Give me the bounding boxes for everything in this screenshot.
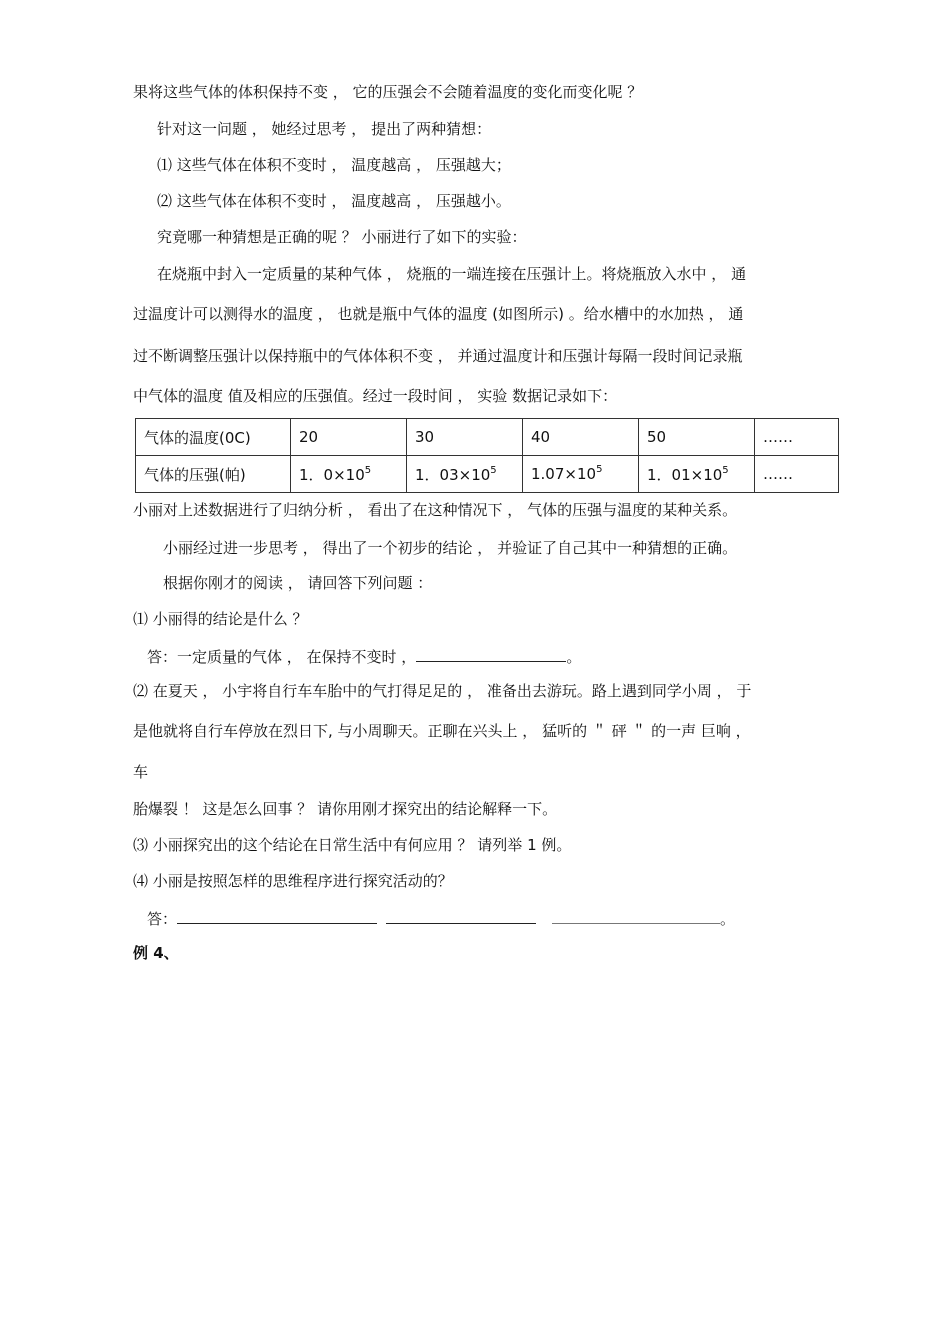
paragraph-hypotheses-intro: 针对这一问题 ， 她经过思考 ， 提出了两种猜想： <box>157 120 492 138</box>
example-heading: 例 4、 <box>133 944 179 962</box>
question-2-line-4: 胎爆裂 ！ 这是怎么回事 ？ 请你用刚才探究出的结论解释一下。 <box>133 800 558 818</box>
table-cell: …… <box>755 419 839 456</box>
table-cell: 1．$03\times 10^5$ <box>407 456 523 493</box>
paragraph-continuation: 果将这些气体的体积保持不变 ， 它的压强会不会随着温度的变化而变化呢 ？ <box>133 83 643 101</box>
question-1: ⑴ 小丽得的结论是什么 ？ <box>133 610 308 628</box>
answer-1: 答：一定质量的气体 ， 在保持不变时 ， 。 <box>147 645 581 667</box>
answer-blank[interactable] <box>552 907 720 924</box>
table-cell: 30 <box>407 419 523 456</box>
answer-blank[interactable] <box>177 907 377 924</box>
table-cell: 40 <box>523 419 639 456</box>
question-4: ⑷ 小丽是按照怎样的思维程序进行探究活动的？ <box>133 872 453 890</box>
table-cell: 1．$01\times 10^5$ <box>639 456 755 493</box>
experiment-text-line-1: 在烧瓶中封入一定质量的某种气体 ， 烧瓶的一端连接在压强计上。将烧瓶放入水中 ， 通 <box>157 265 747 283</box>
table-row-temperature <box>136 419 839 456</box>
table-row-pressure <box>136 456 839 493</box>
answer-blank[interactable] <box>386 907 536 924</box>
experiment-intro: 究竟哪一种猜想是正确的呢 ？ 小丽进行了如下的实验： <box>157 228 527 246</box>
answer-blank[interactable] <box>416 645 566 662</box>
experiment-text-line-4: 中气体的温度 值及相应的压强值。经过一段时间 ， 实验 数据记录如下： <box>133 387 618 405</box>
conclusion-paragraph: 小丽经过进一步思考 ， 得出了一个初步的结论 ， 并验证了自己其中一种猜想的正确。 <box>163 539 738 557</box>
table-cell: 20 <box>291 419 407 456</box>
table-header-pressure: 气体的压强(帕) <box>136 456 291 493</box>
hypothesis-1: ⑴ 这些气体在体积不变时 ， 温度越高 ， 压强越大； <box>157 156 511 174</box>
table-cell: 50 <box>639 419 755 456</box>
hypothesis-2: ⑵ 这些气体在体积不变时 ， 温度越高 ， 压强越小。 <box>157 192 511 210</box>
table-cell: …… <box>755 456 839 493</box>
table-cell: $1.07\times 10^5$ <box>523 456 639 493</box>
question-2-line-2: 是他就将自行车停放在烈日下, 与小周聊天。正聊在兴头上 ， 猛听的 ＂ 砰 ＂ 的一声 巨响 ， <box>133 722 751 740</box>
question-2-line-3: 车 <box>133 763 149 781</box>
experiment-text-line-2: 过温度计可以测得水的温度 ， 也就是瓶中气体的温度 (如图所示) 。给水槽中的水加热 ， 通 <box>133 305 744 323</box>
questions-intro: 根据你刚才的阅读 ， 请回答下列问题 ： <box>163 574 433 592</box>
question-3: ⑶ 小丽探究出的这个结论在日常生活中有何应用 ？ 请列举 1 例。 <box>133 836 572 854</box>
table-header-temperature: 气体的温度(0C) <box>136 419 291 456</box>
table-cell: 1．$0\times 10^5$ <box>291 456 407 493</box>
data-table <box>135 418 839 493</box>
answer-4: 答： 。 <box>147 907 735 929</box>
analysis-paragraph: 小丽对上述数据进行了归纳分析 ， 看出了在这种情况下 ， 气体的压强与温度的某种关系。 <box>133 501 738 519</box>
experiment-text-line-3: 过不断调整压强计以保持瓶中的气体体积不变 ， 并通过温度计和压强计每隔一段时间记录瓶 <box>133 347 743 365</box>
question-2-line-1: ⑵ 在夏天 ， 小宇将自行车车胎中的气打得足足的 ， 准备出去游玩。路上遇到同学小周 ， 于 <box>133 682 752 700</box>
